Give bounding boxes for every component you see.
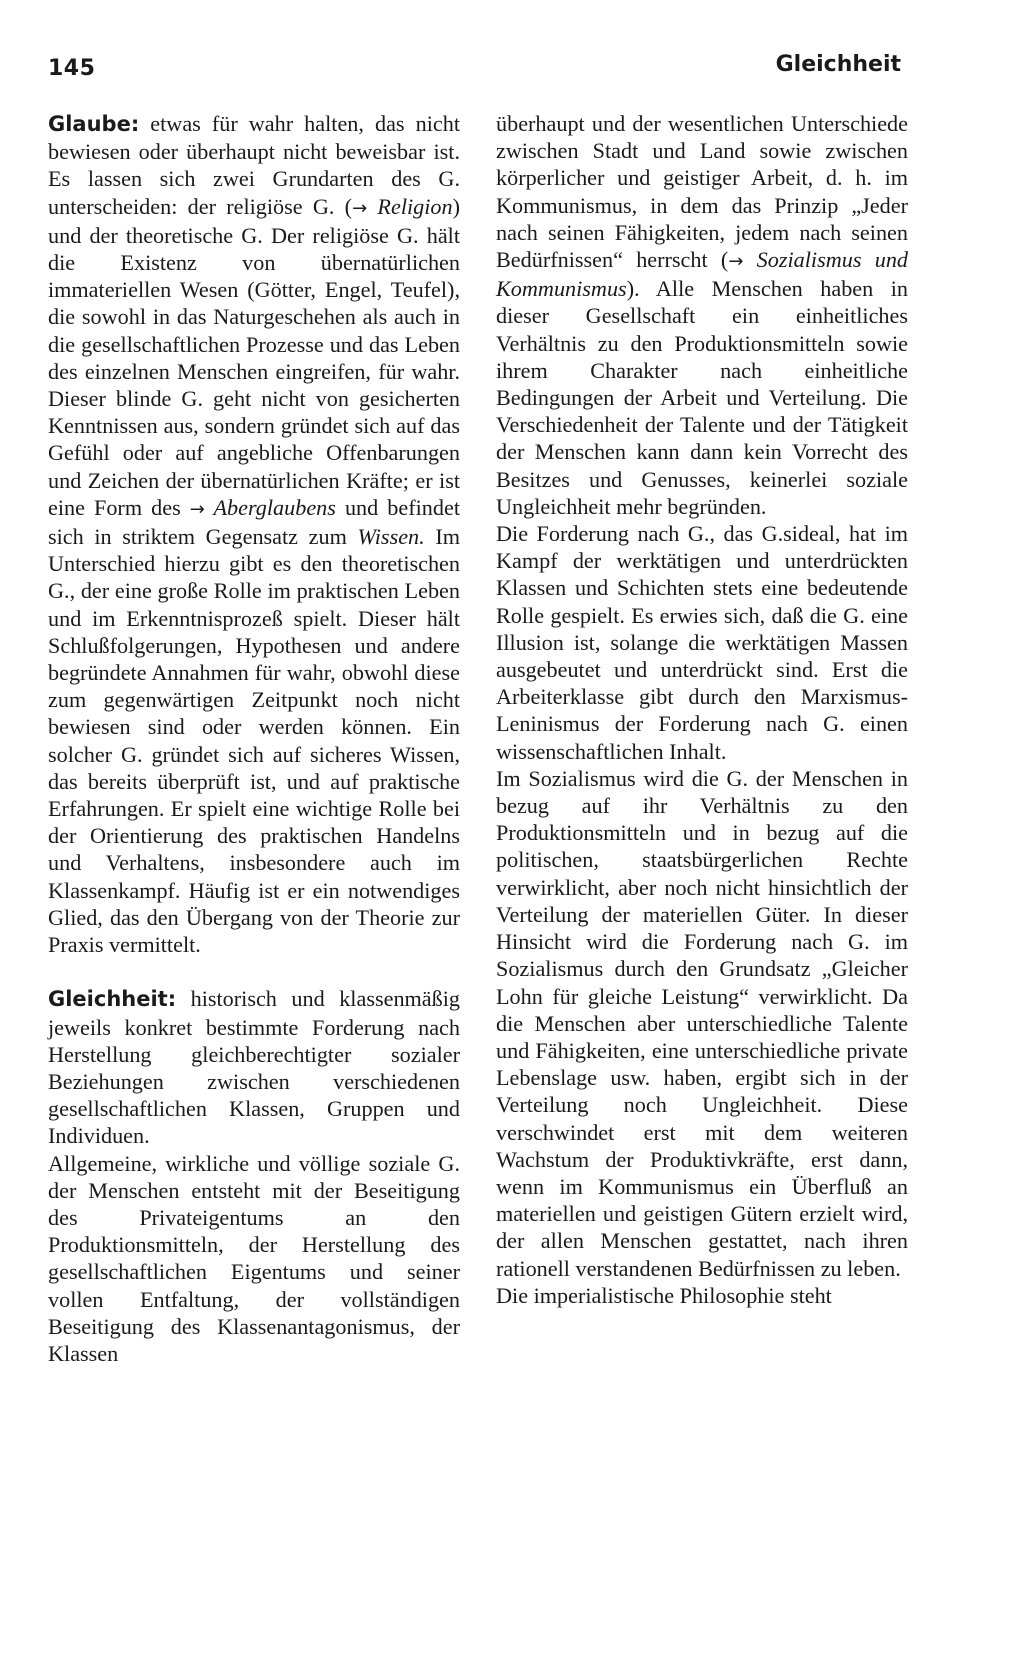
- gleichheit-text-2c: ). Alle Menschen haben in dieser Gesellschaft ein einheitliches Verhältnis zu den Produktionsmitteln sowie ihrem Charakter nach einheitliche Bedingungen der Arbeit und Verteilung. Die Verschiedenheit der Talente und der Tätigkeit der Menschen kann dann kein Vorrecht des Besitzes und Genusses, keinerlei soziale Ungleichheit mehr begründen.: [496, 276, 908, 519]
- cross-reference-arrow-icon: →: [352, 197, 368, 219]
- gleichheit-paragraph-2b: [496, 110, 908, 520]
- right-column: [496, 110, 908, 1309]
- cross-reference-religion: Religion: [367, 193, 453, 219]
- gleichheit-paragraph-2a: Allgemeine, wirkliche und völlige soziale G. der Menschen entsteht mit der Beseitigung des Privateigentums an den Produktionsmitteln, der Herstellung des gesellschaftlichen Eigentums und seiner vollen Entfaltung, der vollständigen Beseitigung des Klassenantagonismus, der Klassen: [48, 1150, 460, 1366]
- glaube-text-4: Im Unterschied hierzu gibt es den theoretischen G., der eine große Rolle im praktischen Leben und im Erkenntnisprozeß spielt. Dieser hält Schlußfolgerungen, Hypothesen und andere begründete Annahmen für wahr, obwohl diese zum gegenwärtigen Zeitpunkt noch nicht bewiesen sind oder werden können. Ein solcher G. gründet sich auf sicheres Wissen, das bereits überprüft ist, und auf praktische Erfahrungen. Er spielt eine wichtige Rolle bei der Orientierung des praktischen Handelns und Verhaltens, insbesondere auch im Klassenkampf. Häufig ist er ein notwendiges Glied, das den Übergang von der Theorie zur Praxis vermittelt.: [48, 524, 460, 958]
- cross-reference-arrow-icon: →: [728, 251, 744, 273]
- cross-reference-aberglaube: Aberglaubens: [204, 494, 336, 520]
- cross-reference-sozialismus: Sozialismus und Kommunismus: [496, 247, 909, 302]
- headword-glaube: Glaube:: [48, 112, 140, 136]
- running-head: Gleichheit: [775, 52, 901, 77]
- left-column: [48, 110, 460, 1367]
- gleichheit-paragraph-3: Die Forderung nach G., das G.sideal, hat im Kampf der werktätigen und unterdrückten Klassen und Schichten stets eine bedeutende Rolle gespielt. Es erwies sich, daß die G. eine Illusion ist, solange die werktätigen Massen ausgebeutet und unterdrückt sind. Erst die Arbeiterklasse gibt durch den Marxismus-Leninismus der Forderung nach G. einen wissenschaftlichen Inhalt.: [496, 521, 908, 764]
- gleichheit-paragraph-5: Die imperialistische Philosophie steht: [496, 1282, 832, 1308]
- glaube-text-1: etwas für wahr halten, das nicht bewiesen oder überhaupt nicht beweisbar ist. Es lassen sich zwei Grundarten des G. unterscheiden: der religiöse G. (: [48, 111, 460, 219]
- headword-gleichheit: Gleichheit:: [48, 987, 177, 1012]
- page-number: 145: [48, 56, 96, 81]
- entry-separator: [48, 958, 460, 985]
- entry-gleichheit: [48, 985, 460, 1149]
- cross-reference-wissen: Wissen.: [357, 524, 425, 550]
- gleichheit-text-1: historisch und klassenmäßig jeweils konkret bestimmte Forderung nach Herstellung gleichberechtigter sozialer Beziehungen zwischen verschiedenen gesellschaftlichen Klassen, Gruppen und Individuen.: [48, 986, 460, 1149]
- glaube-text-3: und befindet sich in striktem Gegensatz zum: [48, 494, 460, 550]
- gleichheit-paragraph-4: Im Sozialismus wird die G. der Menschen in bezug auf ihr Verhältnis zu den Produktionsmitteln und in bezug auf die politischen, staatsbürgerlichen Rechte verwirklicht, aber noch nicht hinsichtlich der Verteilung der materiellen Güter. In dieser Hinsicht wird die Forderung nach G. im Sozialismus durch den Grundsatz „Gleicher Lohn für gleiche Leistung“ verwirklicht. Da die Menschen aber unterschiedliche Talente und Fähigkeiten, eine unterschiedliche private Lebenslage usw. haben, ergibt sich in der Verteilung noch Ungleichheit. Diese verschwindet erst mit dem weiteren Wachstum der Produktivkräfte, erst dann, wenn im Kommunismus ein Überfluß an materiellen und geistigen Gütern erzielt wird, der allen Menschen gestattet, nach ihren rationell verstandenen Bedürfnissen zu leben.: [496, 765, 908, 1281]
- gleichheit-text-2b: überhaupt und der wesentlichen Unterschiede zwischen Stadt und Land sowie zwischen körperlicher und geistiger Arbeit, d. h. im Kommunismus, in dem das Prinzip „Jeder nach seinen Fähigkeiten, jedem nach seinen Bedürfnissen“ herrscht (: [496, 111, 908, 273]
- cross-reference-arrow-icon: →: [189, 498, 205, 520]
- glaube-text-2: ) und der theoretische G. Der religiöse G. hält die Existenz von übernatürlichen immateriellen Wesen (Götter, Engel, Teufel), die sowohl in das Naturgeschehen als auch in die gesellschaftlichen Prozesse und das Leben des einzelnen Menschen eingreifen, für wahr. Dieser blinde G. geht nicht von gesicherten Kenntnissen aus, sondern gründet sich auf das Gefühl oder auf angebliche Offenbarungen und Zeichen der übernatürlichen Kräfte; er ist eine Form des: [48, 193, 460, 520]
- entry-glaube: [48, 110, 460, 958]
